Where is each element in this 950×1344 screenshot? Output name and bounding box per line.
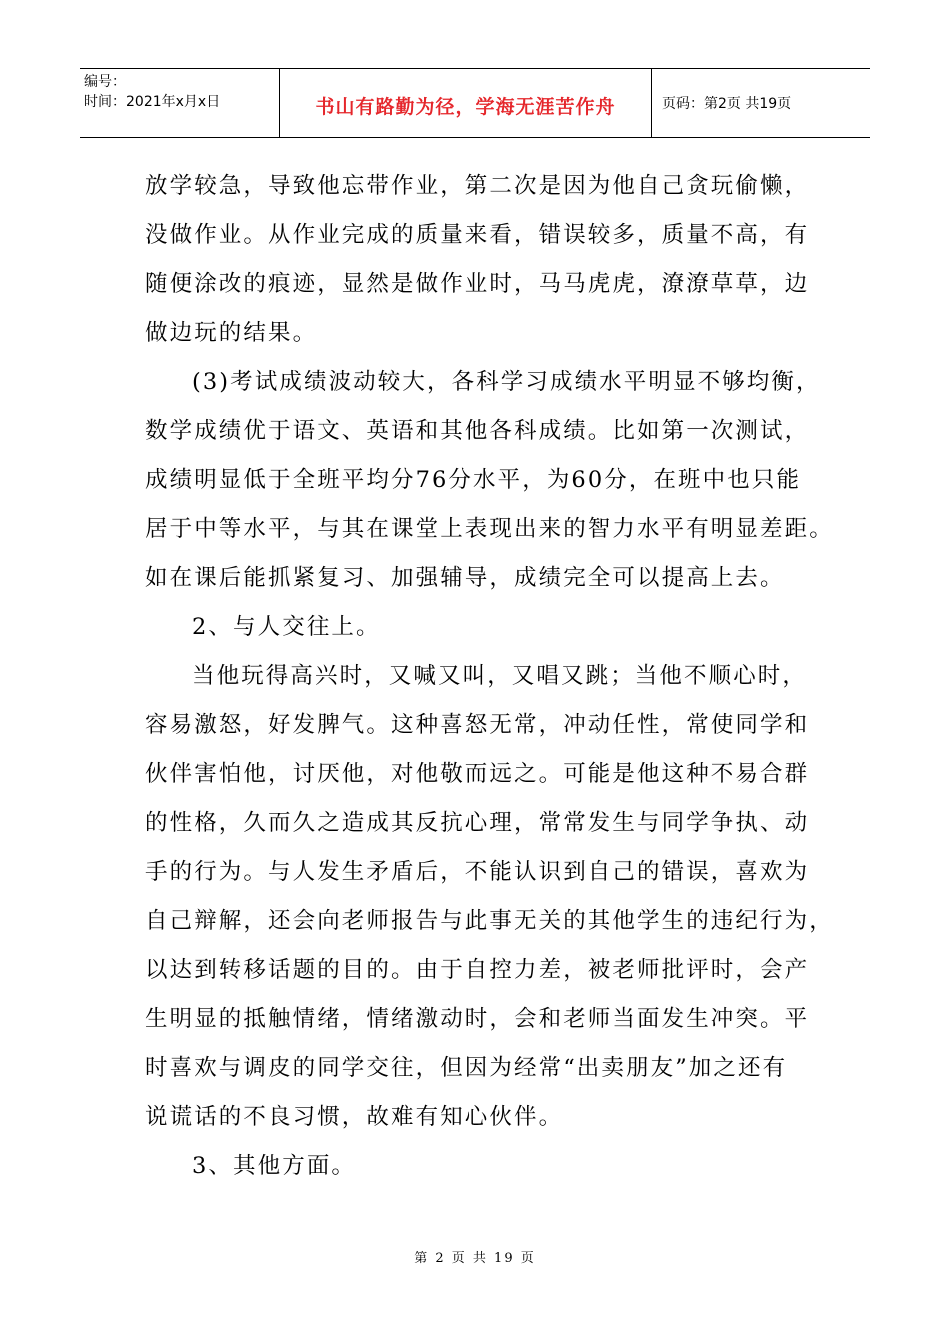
body-line: 放学较急，导致他忘带作业，第二次是因为他自己贪玩偷懒， — [145, 173, 810, 199]
body-line: 容易激怒，好发脾气。这种喜怒无常，冲动任性，常使同学和 — [145, 712, 810, 738]
body-line: 伙伴害怕他，讨厌他，对他敬而远之。可能是他这种不易合群 — [145, 761, 810, 787]
body-line: 说谎话的不良习惯，故难有知心伙伴。 — [145, 1104, 564, 1130]
footer-page-number: 第 2 页 共 19 页 — [414, 1251, 536, 1266]
body-line: 2、与人交往上。 — [192, 614, 381, 640]
page-header — [80, 68, 870, 138]
header-meta — [80, 69, 280, 137]
body-line: 时喜欢与调皮的同学交往，但因为经常“出卖朋友”加之还有 — [145, 1055, 788, 1081]
document-body — [145, 162, 834, 1191]
body-line: 手的行为。与人发生矛盾后，不能认识到自己的错误，喜欢为 — [145, 859, 810, 885]
body-line: 没做作业。从作业完成的质量来看，错误较多，质量不高，有 — [145, 222, 810, 248]
body-line: (3)考试成绩波动较大，各科学习成绩水平明显不够均衡， — [192, 369, 821, 395]
header-page-code — [652, 69, 870, 137]
body-line: 如在课后能抓紧复习、加强辅导，成绩完全可以提高上去。 — [145, 565, 785, 591]
header-motto-cell — [280, 69, 652, 137]
body-line: 做边玩的结果。 — [145, 320, 318, 346]
body-line: 数学成绩优于语文、英语和其他各科成绩。比如第一次测试， — [145, 418, 810, 444]
body-line: 居于中等水平，与其在课堂上表现出来的智力水平有明显差距。 — [145, 516, 834, 542]
document-time-label: 时间：2021年x月x日 — [84, 94, 221, 110]
page-footer — [0, 1247, 950, 1266]
header-motto: 书山有路勤为径，学海无涯苦作舟 — [315, 95, 616, 118]
body-line: 自己辩解，还会向老师报告与此事无关的其他学生的违纪行为， — [145, 908, 834, 934]
body-line: 随便涂改的痕迹，显然是做作业时，马马虎虎，潦潦草草，边 — [145, 271, 810, 297]
document-number-label: 编号： — [84, 74, 126, 90]
body-line: 以达到转移话题的目的。由于自控力差，被老师批评时，会产 — [145, 957, 810, 983]
body-line: 当他玩得高兴时，又喊又叫，又唱又跳；当他不顺心时， — [192, 663, 808, 689]
body-line: 3、其他方面。 — [192, 1153, 357, 1179]
page-code-text: 页码：第2页 共19页 — [662, 96, 792, 112]
body-line: 的性格，久而久之造成其反抗心理，常常发生与同学争执、动 — [145, 810, 810, 836]
body-line: 成绩明显低于全班平均分76分水平，为60分，在班中也只能 — [145, 467, 802, 493]
body-line: 生明显的抵触情绪，情绪激动时，会和老师当面发生冲突。平 — [145, 1006, 810, 1032]
